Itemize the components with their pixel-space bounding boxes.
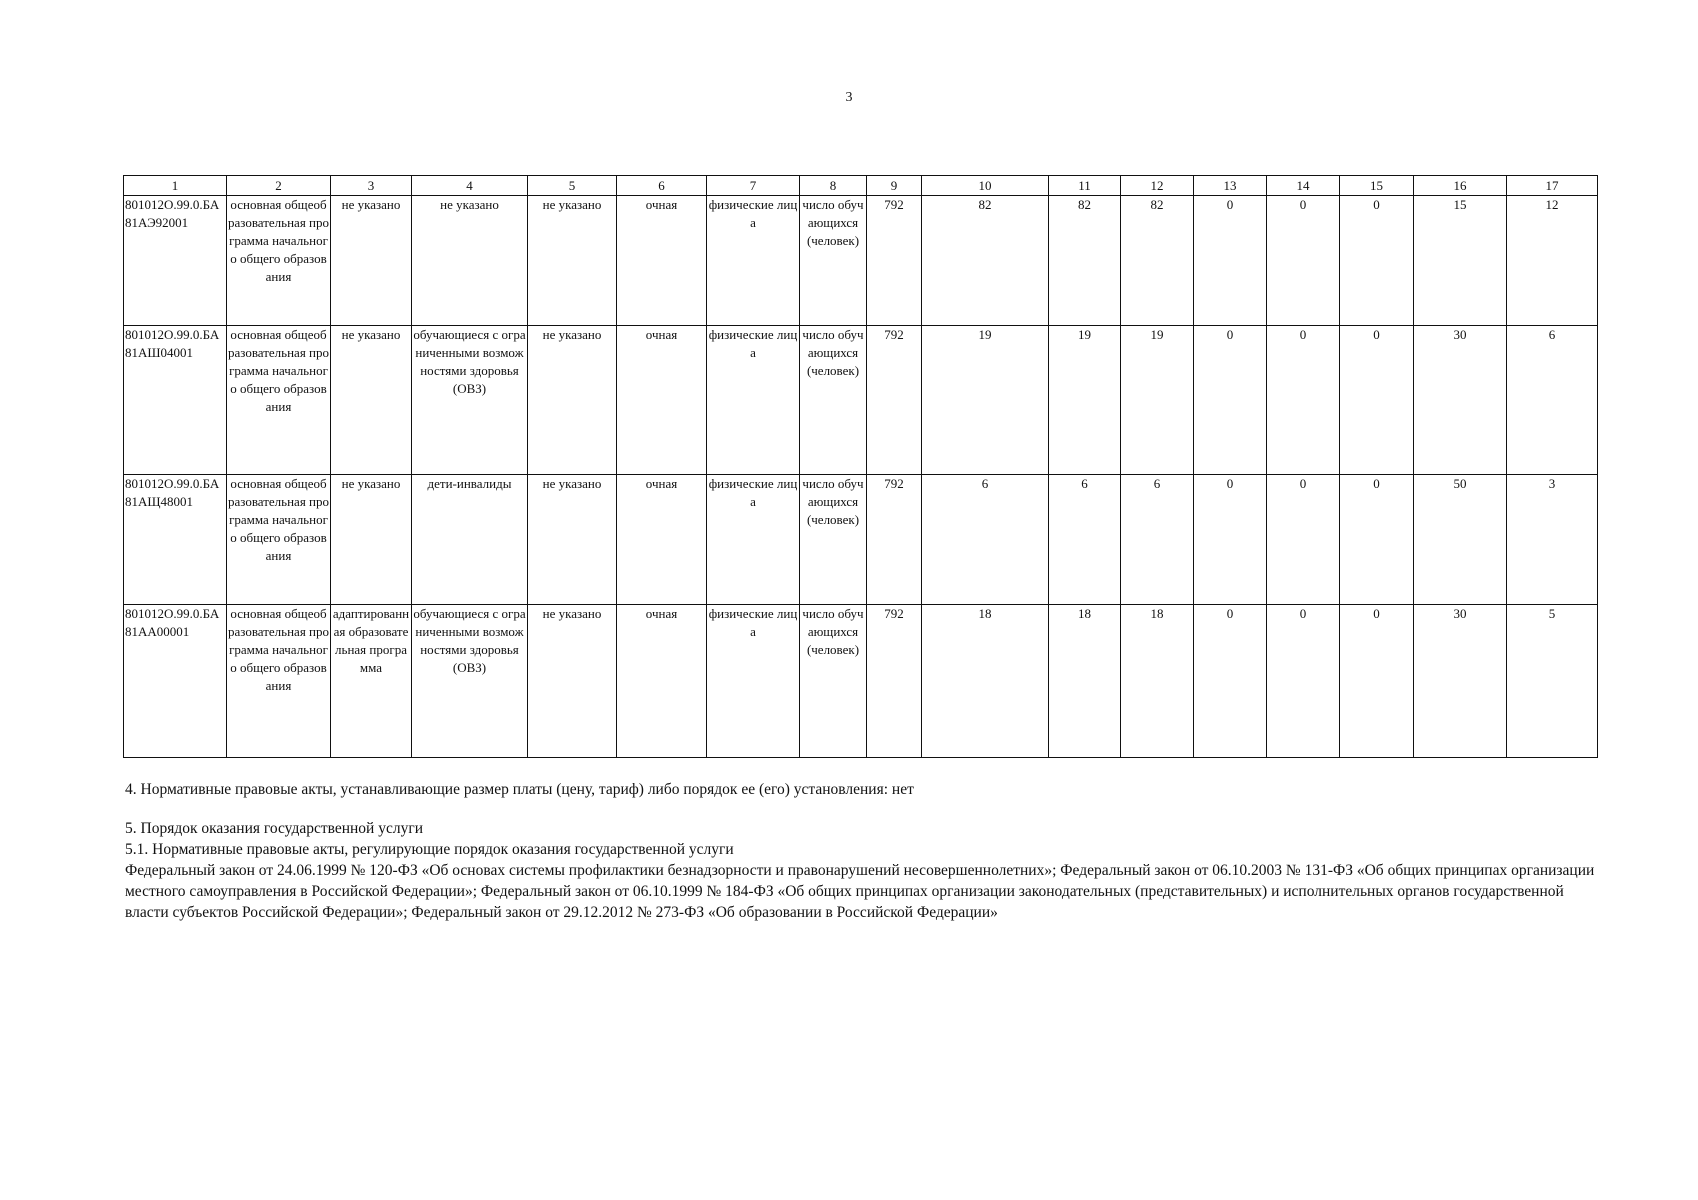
program-cell: основная общеобразовательная программа начального общего образования <box>227 605 331 758</box>
registry-code-cell: 801012О.99.0.БА81АА00001 <box>124 605 227 758</box>
program-cell: основная общеобразовательная программа начального общего образования <box>227 475 331 605</box>
table-cell: не указано <box>331 326 412 475</box>
table-cell: 5 <box>1507 605 1598 758</box>
program-cell: основная общеобразовательная программа начального общего образования <box>227 326 331 475</box>
table-cell: 792 <box>867 475 922 605</box>
laws-paragraph: Федеральный закон от 24.06.1999 № 120-ФЗ «Об основах системы профилактики безнадзорности и правонарушений несовершеннолетних»; Федеральный закон от 06.10.2003 № 131-ФЗ «Об общих принципах организации местного самоуправления в Российской Федерации»; Федеральный закон от 06.10.1999 № 184-ФЗ «Об общих принципах организации законодательных (представительных) и исполнительных органов государственной власти субъектов Российской Федерации»; Федеральный закон от 29.12.2012 № 273-ФЗ «Об образовании в Российской Федерации» <box>125 862 1595 921</box>
table-cell: не указано <box>528 605 617 758</box>
table-cell: очная <box>617 196 707 326</box>
table-cell: очная <box>617 475 707 605</box>
table-cell: число обучающихся (человек) <box>800 326 867 475</box>
table-cell: очная <box>617 605 707 758</box>
table-cell: дети-инвалиды <box>412 475 528 605</box>
table-cell: 82 <box>1049 196 1121 326</box>
program-cell: основная общеобразовательная программа начального общего образования <box>227 196 331 326</box>
table-cell: 15 <box>1414 196 1507 326</box>
table-cell: 6 <box>1049 475 1121 605</box>
table-cell: 6 <box>1121 475 1194 605</box>
column-header: 2 <box>227 176 331 196</box>
table-row <box>124 196 1598 326</box>
table-cell: адаптированная образовательная программа <box>331 605 412 758</box>
column-header: 15 <box>1340 176 1414 196</box>
column-header: 14 <box>1267 176 1340 196</box>
table-cell: 792 <box>867 326 922 475</box>
table-cell: 6 <box>922 475 1049 605</box>
column-header: 7 <box>707 176 800 196</box>
table-cell: 19 <box>1049 326 1121 475</box>
registry-code-cell: 801012О.99.0.БА81АЭ92001 <box>124 196 227 326</box>
column-header: 17 <box>1507 176 1598 196</box>
table-cell: 82 <box>1121 196 1194 326</box>
table-cell: физические лица <box>707 326 800 475</box>
table-cell: число обучающихся (человек) <box>800 605 867 758</box>
table-cell: 0 <box>1267 326 1340 475</box>
table-cell: 0 <box>1267 475 1340 605</box>
table-cell: 3 <box>1507 475 1598 605</box>
column-header: 6 <box>617 176 707 196</box>
table-cell: 12 <box>1507 196 1598 326</box>
table-cell: 18 <box>1121 605 1194 758</box>
table-cell: физические лица <box>707 475 800 605</box>
table-cell: не указано <box>331 196 412 326</box>
table-cell: 792 <box>867 605 922 758</box>
table-cell: 82 <box>922 196 1049 326</box>
page-number: 3 <box>845 90 853 105</box>
table-cell: не указано <box>331 475 412 605</box>
section-4-paragraph: 4. Нормативные правовые акты, устанавливающие размер платы (цену, тариф) либо порядок ее (его) установления: нет <box>125 781 914 798</box>
registry-code-cell: 801012О.99.0.БА81АШ04001 <box>124 326 227 475</box>
table-cell: число обучающихся (человек) <box>800 196 867 326</box>
registry-code-cell: 801012О.99.0.БА81АЩ48001 <box>124 475 227 605</box>
table-cell: 0 <box>1267 196 1340 326</box>
column-header: 11 <box>1049 176 1121 196</box>
table-cell: не указано <box>528 475 617 605</box>
table-cell: 792 <box>867 196 922 326</box>
table-cell: 0 <box>1340 196 1414 326</box>
table-cell: физические лица <box>707 196 800 326</box>
table-row <box>124 326 1598 475</box>
table-cell: 0 <box>1194 475 1267 605</box>
section-5-1-heading: 5.1. Нормативные правовые акты, регулирующие порядок оказания государственной услуги <box>125 841 734 858</box>
table-cell: 0 <box>1340 475 1414 605</box>
table-cell: 0 <box>1267 605 1340 758</box>
table-cell: не указано <box>412 196 528 326</box>
table-cell: 0 <box>1340 605 1414 758</box>
table-cell: 30 <box>1414 326 1507 475</box>
table-row <box>124 605 1598 758</box>
table-cell: 0 <box>1194 605 1267 758</box>
column-header: 13 <box>1194 176 1267 196</box>
table-cell: 19 <box>922 326 1049 475</box>
table-cell: физические лица <box>707 605 800 758</box>
table-cell: обучающиеся с ограниченными возможностями здоровья (ОВЗ) <box>412 326 528 475</box>
table-cell: не указано <box>528 196 617 326</box>
column-header: 1 <box>124 176 227 196</box>
column-header: 10 <box>922 176 1049 196</box>
column-header: 16 <box>1414 176 1507 196</box>
table-cell: число обучающихся (человек) <box>800 475 867 605</box>
table-cell: 0 <box>1194 196 1267 326</box>
header-row <box>124 176 1598 196</box>
table-cell: обучающиеся с ограниченными возможностями здоровья (ОВЗ) <box>412 605 528 758</box>
table-cell: 50 <box>1414 475 1507 605</box>
table-row <box>124 475 1598 605</box>
section-5-heading: 5. Порядок оказания государственной услуги <box>125 820 423 837</box>
table-cell: 6 <box>1507 326 1598 475</box>
service-volume-table <box>123 175 1598 758</box>
column-header: 8 <box>800 176 867 196</box>
column-header: 3 <box>331 176 412 196</box>
table-cell: 0 <box>1340 326 1414 475</box>
table-cell: 0 <box>1194 326 1267 475</box>
column-header: 12 <box>1121 176 1194 196</box>
column-header: 4 <box>412 176 528 196</box>
table-cell: 18 <box>922 605 1049 758</box>
column-header: 9 <box>867 176 922 196</box>
table-cell: 19 <box>1121 326 1194 475</box>
table-cell: очная <box>617 326 707 475</box>
table-cell: 18 <box>1049 605 1121 758</box>
table-cell: 30 <box>1414 605 1507 758</box>
column-header: 5 <box>528 176 617 196</box>
table-cell: не указано <box>528 326 617 475</box>
